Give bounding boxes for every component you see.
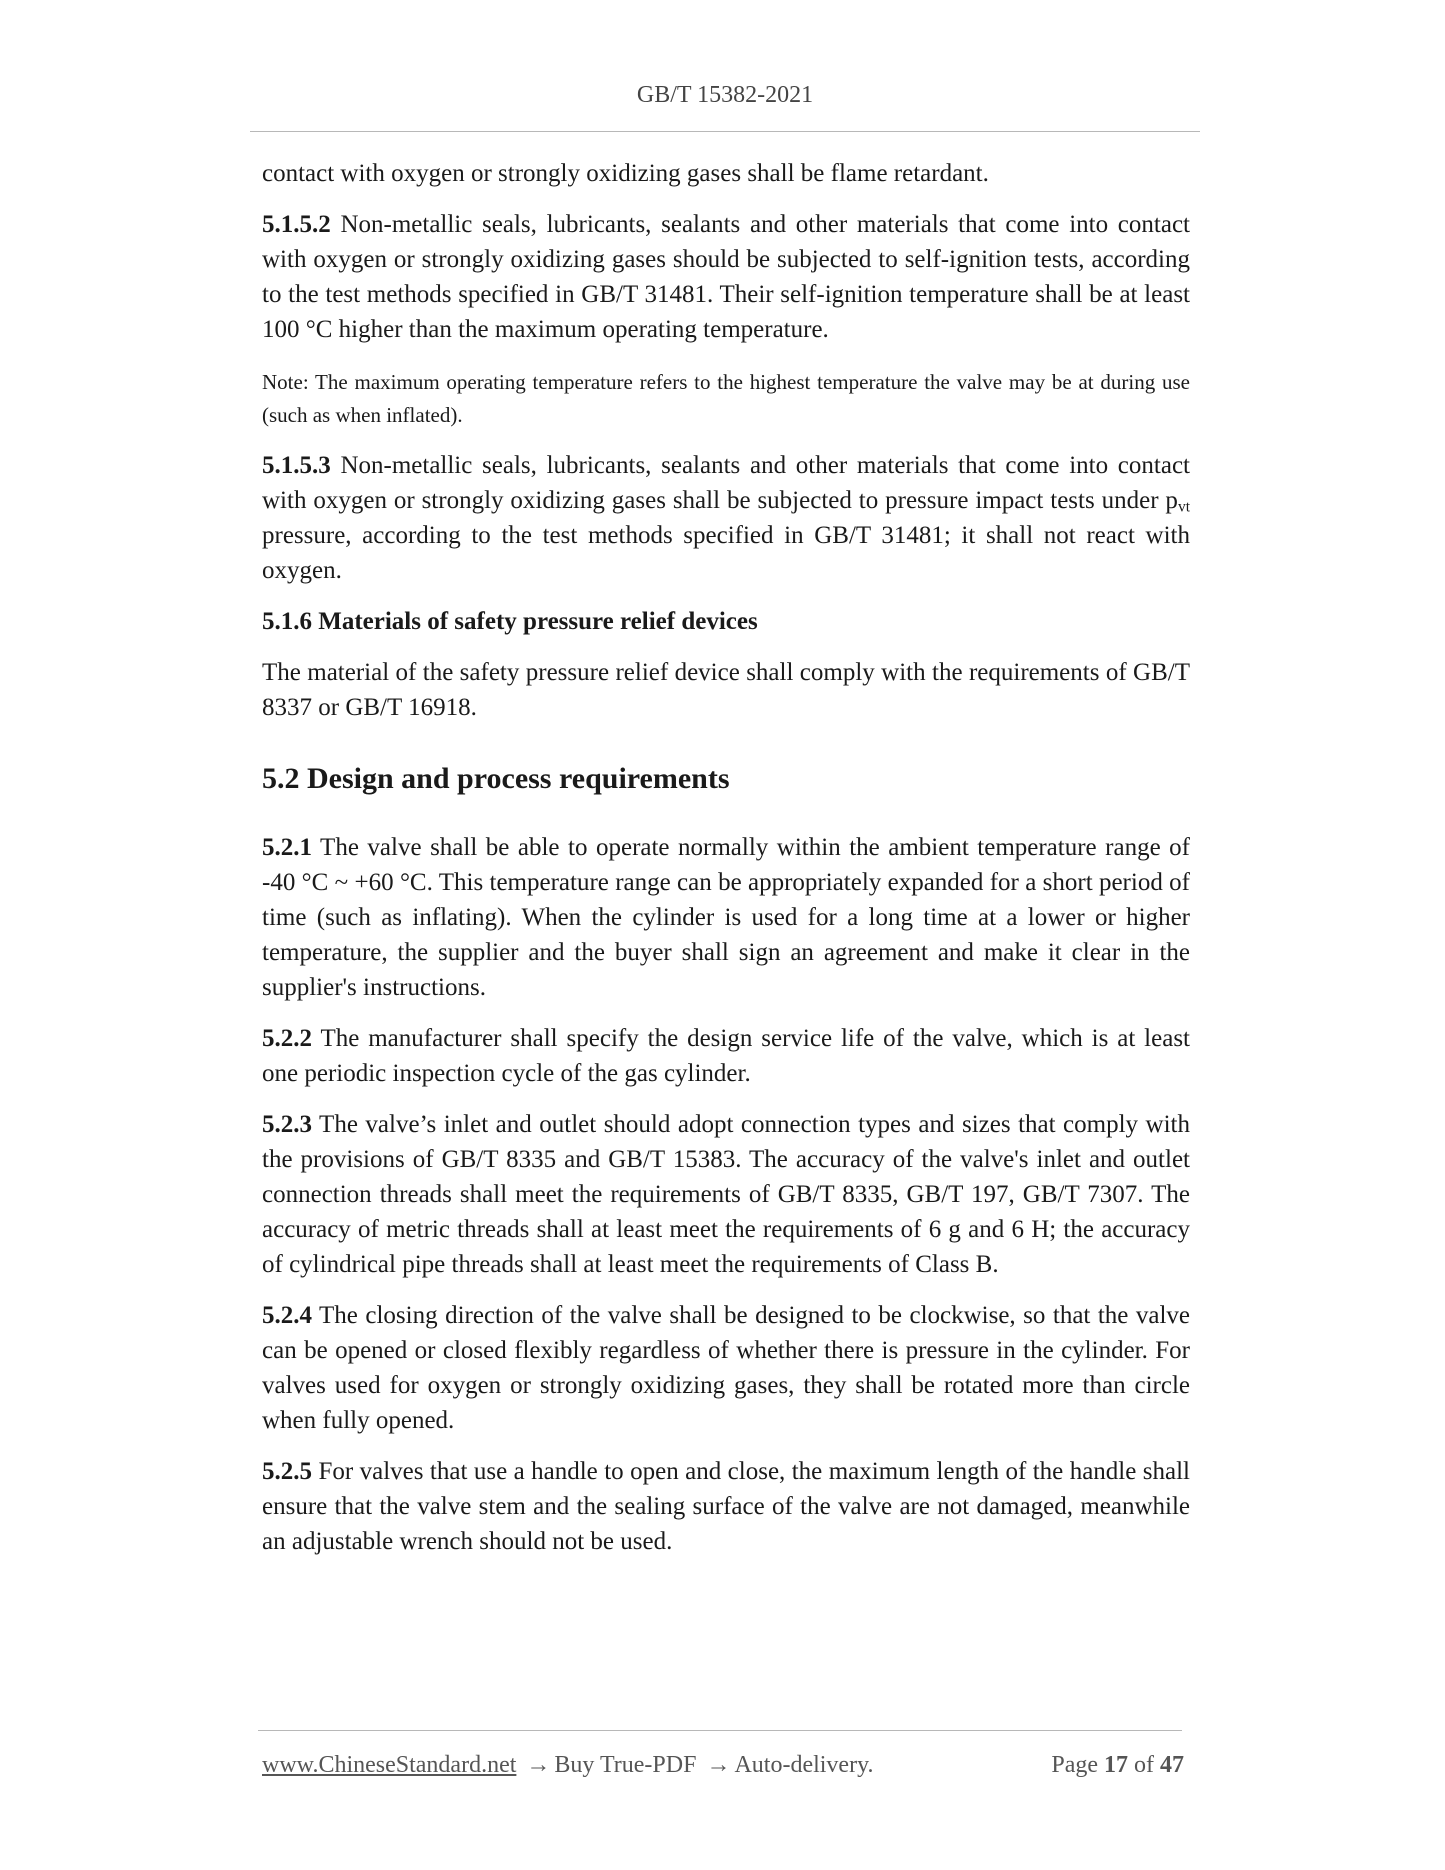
clause-number: 5.2.2: [262, 1025, 312, 1052]
clause-text-cont: pressure, according to the test methods specified in GB/T 31481; it shall not react with oxygen.: [262, 522, 1190, 584]
auto-delivery-text: Auto-delivery.: [734, 1752, 874, 1778]
footer-divider: [258, 1730, 1182, 1731]
clause-5-2-4: [262, 1298, 1190, 1438]
clause-5-2-3: [262, 1107, 1190, 1282]
clause-5-1-5-2: [262, 207, 1190, 347]
clause-text: Non-metallic seals, lubricants, sealants and other materials that come into contact with oxygen or strongly oxidizing gases should be subjected to self-ignition tests, according to the test methods specified in GB/T 31481. Their self-ignition temperature shall be at least 100 °C higher than the maximum operating temperature.: [262, 211, 1190, 343]
clause-number: 5.1.5.3: [262, 452, 331, 479]
clause-text: The valve’s inlet and outlet should adopt connection types and sizes that comply with the provisions of GB/T 8335 and GB/T 15383. The accuracy of the valve's inlet and outlet connection threads shall meet the requirements of GB/T 8335, GB/T 197, GB/T 7307. The accuracy of metric threads shall at least meet the requirements of 6 g and 6 H; the accuracy of cylindrical pipe threads shall at least meet the requirements of Class B.: [262, 1111, 1190, 1278]
heading-5-1-6: 5.1.6 Materials of safety pressure relief devices: [262, 608, 758, 635]
clause-number: 5.2.4: [262, 1302, 312, 1329]
page-header: GB/T 15382-2021: [636, 82, 814, 108]
clause-text: The manufacturer shall specify the design service life of the valve, which is at least one periodic inspection cycle of the gas cylinder.: [262, 1025, 1190, 1087]
website-link[interactable]: www.ChineseStandard.net: [262, 1752, 517, 1778]
total-pages: 47: [1160, 1752, 1184, 1778]
page-number: Page 17 of 47: [1051, 1752, 1184, 1778]
footer-links: [262, 1752, 874, 1779]
paragraph-5-1-6: The material of the safety pressure relief device shall comply with the requirements of GB/T 8337 or GB/T 16918.: [262, 659, 1190, 721]
buy-pdf-text: Buy True-PDF: [554, 1752, 697, 1778]
arrow-right-icon: →: [526, 1752, 551, 1778]
arrow-right-icon: →: [706, 1752, 731, 1778]
clause-number: 5.2.5: [262, 1458, 312, 1485]
clause-number: 5.2.3: [262, 1111, 312, 1138]
clause-5-2-5: [262, 1454, 1190, 1559]
clause-text: For valves that use a handle to open and close, the maximum length of the handle shall ensure that the valve stem and the sealing surface of the valve are not damaged, meanwhile an adjustable wrench should not be used.: [262, 1458, 1190, 1555]
clause-number: 5.1.5.2: [262, 211, 331, 238]
current-page: 17: [1104, 1752, 1128, 1778]
heading-5-2: 5.2 Design and process requirements: [262, 762, 730, 795]
clause-text: The valve shall be able to operate normally within the ambient temperature range of -40 °C ~ +60 °C. This temperature range can be appropriately expanded for a short period of time (such as inflating). When the cylinder is used for a long time at a lower or higher temperature, the supplier and the buyer shall sign an agreement and make it clear in the supplier's instructions.: [262, 834, 1190, 1001]
clause-text: The closing direction of the valve shall be designed to be clockwise, so that the valve can be opened or closed flexibly regardless of whether there is pressure in the cylinder. For valves used for oxygen or strongly oxidizing gases, they shall be rotated more than circle when fully opened.: [262, 1302, 1190, 1434]
page-content: [262, 156, 1190, 1559]
header-divider: [250, 131, 1200, 132]
page-footer: [262, 1752, 1184, 1779]
clause-number: 5.2.1: [262, 834, 312, 861]
note-paragraph: Note: The maximum operating temperature refers to the highest temperature the valve may be at during use (such as when inflated).: [262, 370, 1190, 427]
clause-5-1-5-3: [262, 448, 1190, 588]
clause-5-2-2: [262, 1021, 1190, 1091]
clause-text: Non-metallic seals, lubricants, sealants and other materials that come into contact with oxygen or strongly oxidizing gases shall be subjected to pressure impact tests under p: [262, 452, 1190, 514]
continued-paragraph: contact with oxygen or strongly oxidizing gases shall be flame retardant.: [262, 160, 989, 187]
subscript: vt: [1177, 498, 1190, 516]
clause-5-2-1: [262, 830, 1190, 1005]
